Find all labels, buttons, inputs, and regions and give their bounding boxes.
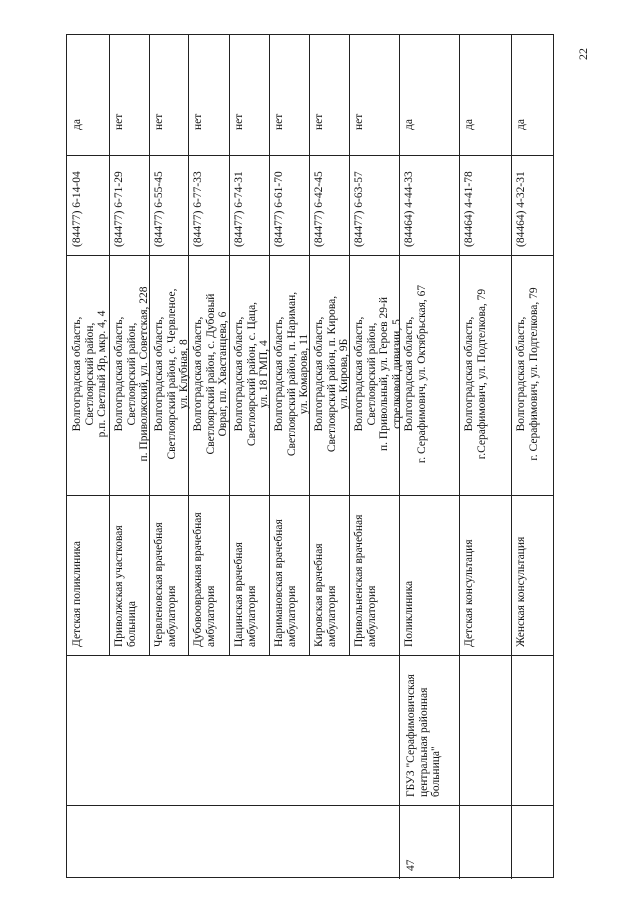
unit-name: Дубовоовражная врачебная	[192, 512, 204, 647]
address: Волгоградская область,	[113, 316, 125, 432]
unit-name: амбулатория	[365, 585, 378, 647]
phone-number: (84464) 4-32-31	[515, 171, 527, 247]
group-divider	[399, 655, 400, 879]
address: Волгоградская область,	[313, 316, 325, 432]
page-number: 22	[576, 48, 590, 60]
availability-flag: нет	[153, 113, 165, 130]
availability-flag: да	[71, 119, 83, 130]
address: г.Серафимович, ул. Подтелкова, 79	[475, 288, 488, 460]
address: стрелковой дивизии, 5	[390, 319, 403, 429]
availability-flag: нет	[353, 113, 365, 130]
address: Светлоярский район, с. Червленое,	[165, 288, 178, 460]
address: Волгоградская область,	[353, 316, 365, 432]
unit-name: амбулатория	[325, 585, 338, 647]
address: ул. 18 ГМП, 4	[258, 340, 270, 408]
availability-flag: нет	[273, 113, 285, 130]
address: ул. Комарова, 11	[298, 333, 310, 415]
address: Волгоградская область,	[463, 316, 475, 432]
phone-number: (84464) 4-41-78	[463, 171, 475, 247]
institution-name: ГБУЗ "Серафимовичская	[405, 674, 417, 797]
unit-name: Детская консультация	[463, 539, 475, 647]
address: г. Серафимович, ул. Подтелкова, 79	[527, 287, 540, 461]
address: Светлоярский район, с. Цаца,	[245, 301, 258, 447]
unit-name: амбулатория	[285, 585, 298, 647]
unit-name: амбулатория	[165, 585, 178, 647]
address: Светлоярский район,	[365, 322, 378, 426]
phone-number: (84477) 6-14-04	[71, 171, 83, 247]
unit-name: Цацинская врачебная	[233, 542, 245, 647]
unit-name: амбулатория	[204, 585, 217, 647]
unit-name: Червленовская врачебная	[153, 522, 165, 647]
availability-flag: нет	[233, 113, 245, 130]
availability-flag: да	[463, 119, 475, 130]
phone-number: (84477) 6-77-33	[192, 171, 204, 247]
unit-name: Кировская врачебная	[313, 543, 325, 647]
address: Волгоградская область,	[192, 316, 204, 432]
address: Волгоградская область,	[153, 316, 165, 432]
address: Волгоградская область,	[233, 316, 245, 432]
unit-name: Приволжская участковая	[113, 525, 125, 647]
address: Светлоярский район, с. Дубовый	[204, 293, 217, 455]
unit-name: Наримановская врачебная	[273, 519, 285, 647]
address: Волгоградская область,	[71, 316, 83, 432]
unit-name: амбулатория	[245, 585, 258, 647]
address: Светлоярский район, п. Кирова,	[325, 295, 338, 453]
phone-number: (84477) 6-61-70	[273, 171, 285, 247]
address: Светлоярский район, п. Нариман,	[285, 291, 298, 457]
institution-number: 47	[405, 859, 417, 871]
institution-name: больница"	[430, 746, 442, 797]
unit-name: Привольненская врачебная	[353, 514, 365, 647]
address: ул. Кирова, 9Б	[338, 338, 350, 410]
phone-number: (84477) 6-74-31	[233, 171, 245, 247]
address: Светлоярский район,	[125, 322, 138, 426]
address: Овраг, пл. Хвастанцева, 6	[217, 311, 229, 437]
address: п. Привольный, ул. Героев 29-й	[378, 297, 390, 451]
phone-number: (84477) 6-55-45	[153, 171, 165, 247]
address: Волгоградская область,	[273, 316, 285, 432]
address: Волгоградская область,	[403, 316, 415, 432]
institution-name: центральная районная	[417, 687, 430, 797]
phone-number: (84477) 6-63-57	[353, 171, 365, 247]
availability-flag: нет	[113, 113, 125, 130]
availability-flag: нет	[313, 113, 325, 130]
availability-flag: нет	[192, 113, 204, 130]
unit-name: Поликлиника	[403, 580, 415, 647]
address: р.п. Светлый Яр, мкр. 4, 4	[96, 310, 108, 438]
address: Волгоградская область,	[515, 316, 527, 432]
unit-name: больница	[125, 601, 138, 647]
facilities-table	[66, 34, 554, 878]
phone-number: (84464) 4-44-33	[403, 171, 415, 247]
address: Светлоярский район,	[83, 322, 96, 426]
phone-number: (84477) 6-71-29	[113, 171, 125, 247]
phone-number: (84477) 6-42-45	[313, 171, 325, 247]
unit-name: Детская поликлиника	[71, 541, 83, 647]
availability-flag: да	[515, 119, 527, 130]
unit-name: Женская консультация	[515, 536, 527, 647]
availability-flag: да	[403, 119, 415, 130]
address: п. Приволжский, ул. Советская, 228	[138, 286, 150, 462]
address: ул. Клубная, 8	[178, 339, 190, 409]
address: г. Серафимович, ул. Октябрьская, 67	[415, 284, 428, 464]
